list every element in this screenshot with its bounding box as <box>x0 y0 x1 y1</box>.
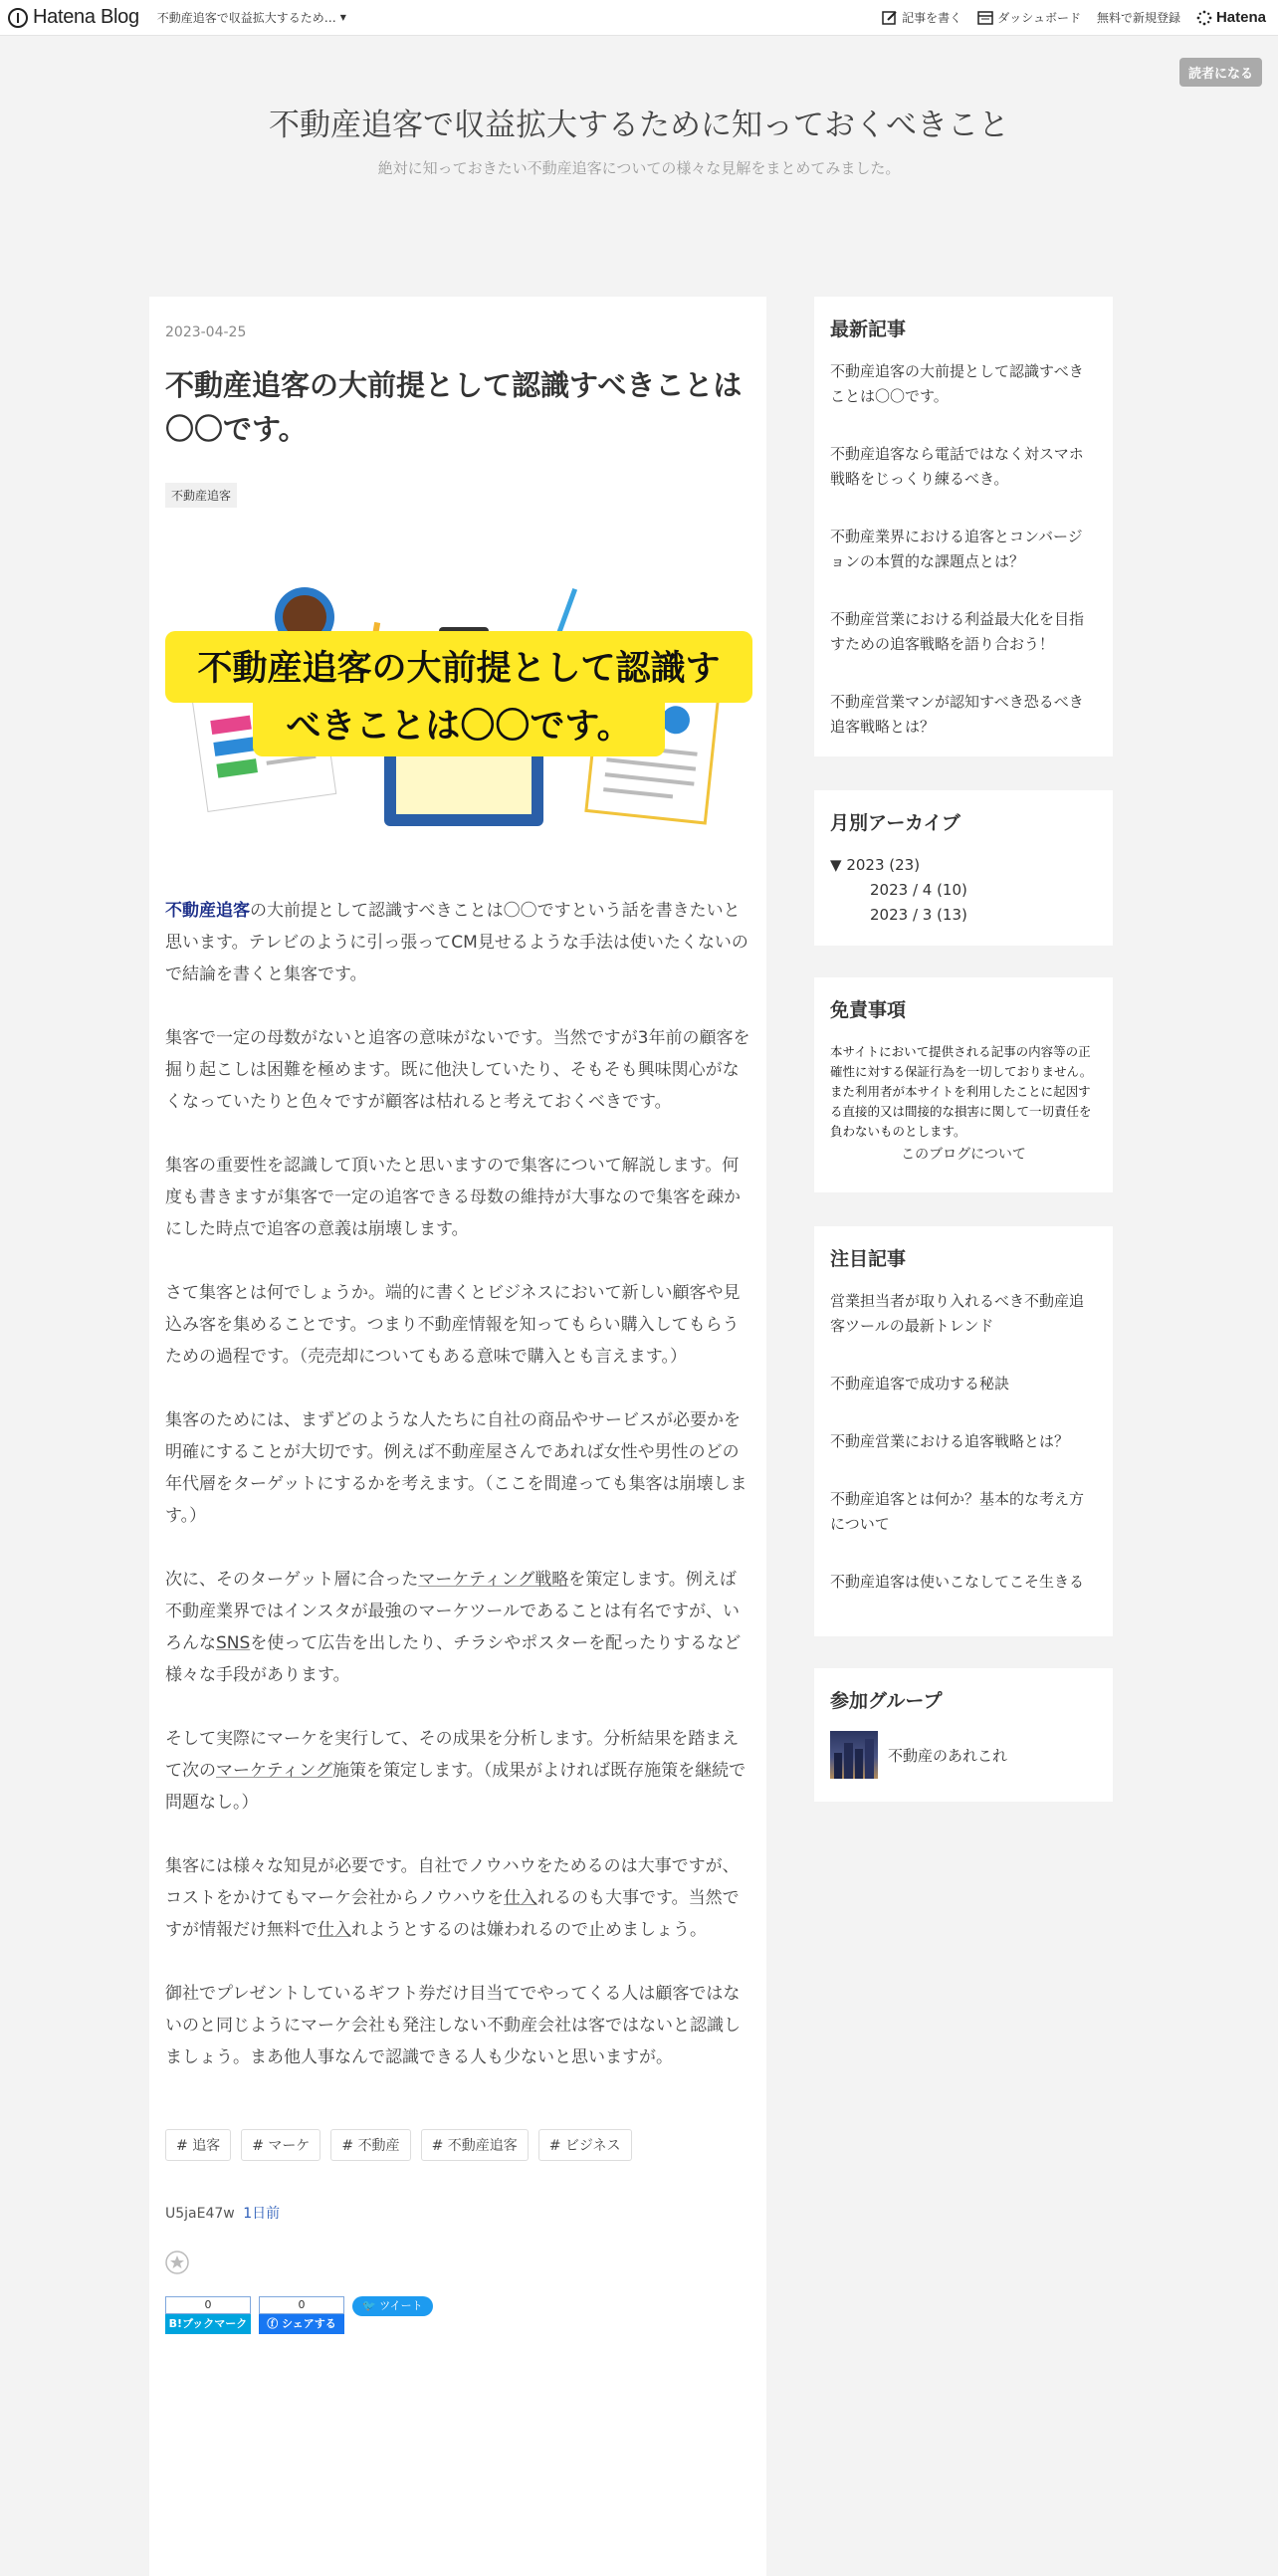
tag-list <box>165 2129 751 2161</box>
write-entry-label: 記事を書く <box>902 11 962 25</box>
share-buttons <box>165 2296 751 2334</box>
tweet-label: ツイート <box>379 2299 423 2312</box>
paragraph-6 <box>165 1564 751 1691</box>
caret-down-icon: ▼ <box>339 13 346 22</box>
paragraph-4: さて集客とは何でしょうか。端的に書くとビジネスにおいて新しい顧客や見込み客を集めることです。つまり不動産情報を知ってもらい購入してもらうための過程です。（売売却についてもある意味で購入とも言えます。） <box>165 1283 741 1367</box>
hatena-label: Hatena <box>1215 9 1266 26</box>
eyecatch-image <box>165 567 752 831</box>
archive-year[interactable] <box>830 853 1097 878</box>
author-name[interactable]: U5jaE47w <box>165 2206 235 2222</box>
dashboard-label: ダッシュボード <box>997 11 1081 25</box>
module-disclaimer <box>814 977 1113 1192</box>
module-heading: 免責事項 <box>830 999 907 1021</box>
hatena-blog-logo[interactable] <box>8 6 139 29</box>
tweet-button[interactable] <box>352 2296 433 2316</box>
eyecatch-illustration <box>165 567 752 831</box>
module-groups <box>814 1668 1113 1802</box>
about-blog-link[interactable]: このブログについて <box>901 1147 1026 1163</box>
module-heading: 最新記事 <box>830 319 907 340</box>
module-heading: 月別アーカイブ <box>830 812 960 834</box>
hatena-dots-icon <box>1196 10 1212 26</box>
tag-link[interactable]: # マーケ <box>241 2129 320 2161</box>
signup-link[interactable] <box>1097 9 1180 26</box>
tag-link[interactable]: # 不動産追客 <box>421 2129 529 2161</box>
tag-label: マーケ <box>268 2138 311 2154</box>
facebook-share-text: シェアする <box>282 2317 336 2330</box>
module-heading: 注目記事 <box>830 1248 907 1270</box>
dashboard-icon <box>977 10 993 26</box>
triangle-down-icon: ▼ <box>830 856 842 874</box>
pencil-icon <box>882 10 898 26</box>
paragraph-9: 御社でプレゼントしているギフト券だけ目当てでやってくる人は顧客ではないのと同じようにマーケ会社も発注しない不動産会社は客ではないと認識しましょう。まあ他人事なんで認識できる人も少ないと思いますが。 <box>165 1984 741 2067</box>
tag-link[interactable]: # 不動産 <box>330 2129 410 2161</box>
recent-entry-link[interactable]: 不動産追客の大前提として認識すべきことは〇〇です。 <box>830 362 1084 405</box>
keyword-link[interactable]: マーケティング <box>216 1761 332 1781</box>
category-badge[interactable]: 不動産追客 <box>165 483 237 508</box>
paragraph-text: れようとするのは嫌われるので止めましょう。 <box>351 1920 707 1940</box>
facebook-count: 0 <box>259 2296 344 2314</box>
paragraph-5: 集客のためには、まずどのような人たちに自社の商品やサービスが必要かを明確にすることが大切です。例えば不動産屋さんであれば女性や男性のどの年代層をターゲットにするかを考えます。（ここを間違っても集客は崩壊します。） <box>165 1410 747 1526</box>
tag-label: 不動産追客 <box>447 2138 518 2154</box>
star-icon <box>165 2251 189 2274</box>
module-recent-entries <box>814 297 1113 756</box>
paragraph-text: を策定します。例えば不動産業界ではインスタが最強のマーケツールであることは有名ですが、いろんな <box>165 1570 740 1653</box>
bookmark-count: 0 <box>165 2296 251 2314</box>
recent-entry-link[interactable]: 不動産追客なら電話ではなく対スマホ戦略をじっくり練るべき。 <box>830 445 1084 488</box>
module-heading: 参加グループ <box>830 1690 943 1712</box>
archive-year-label: 2023 (23) <box>846 856 921 874</box>
entry-date[interactable]: 2023-04-25 <box>165 324 247 340</box>
disclaimer-text: 本サイトにおいて提供される記事の内容等の正確性に対する保証行為を一切しておりません。また利用者が本サイトを利用したことに起因する直接的又は間接的な損害に関して一切責任を負わないものとします。 <box>830 1044 1093 1139</box>
paragraph-7 <box>165 1723 751 1819</box>
group-link[interactable] <box>830 1731 1097 1779</box>
subscribe-button[interactable]: 読者になる <box>1179 58 1262 87</box>
paragraph-text: そして実際にマーケを実行して、その成果を分析します。分析結果を踏まえて次の <box>165 1729 740 1781</box>
tag-link[interactable]: # 追客 <box>165 2129 231 2161</box>
paragraph-text: の大前提として認識すべきことは〇〇ですという話を書きたいと思います。テレビのように引っ張ってCM見せるような手法は使いたくないので結論を書くと集客です。 <box>165 901 748 984</box>
featured-entry-link[interactable]: 不動産追客で成功する秘訣 <box>830 1375 1010 1393</box>
logo-text: Hatena Blog <box>33 6 139 28</box>
featured-entry-link[interactable]: 不動産営業における追客戦略とは？ <box>830 1432 1070 1450</box>
featured-entry-link[interactable]: 営業担当者が取り入れるべき不動産追客ツールの最新トレンド <box>830 1292 1085 1335</box>
entry-content <box>165 895 751 2073</box>
blog-title[interactable]: 不動産追客で収益拡大するために知っておくべきこと <box>269 107 1009 143</box>
group-name: 不動産のあれこれ <box>888 1746 1008 1765</box>
module-archive <box>814 790 1113 946</box>
tag-label: 不動産 <box>357 2138 400 2154</box>
blog-description: 絶対に知っておきたい不動産追客についての様々な見解をまとめてみました。 <box>377 159 901 177</box>
paragraph-2: 集客で一定の母数がないと追客の意味がないです。当然ですが3年前の顧客を掘り起こしは困難を極めます。既に他決していたり、そもそも興味関心がなくなっていたりと色々ですが顧客は枯れると考えておくべきです。 <box>165 1028 750 1112</box>
add-star-button[interactable] <box>165 2251 189 2274</box>
featured-entry-link[interactable]: 不動産追客は使いこなしてこそ生きる <box>830 1573 1085 1591</box>
keyword-link[interactable]: 不動産追客 <box>165 901 250 921</box>
keyword-link[interactable]: SNS <box>216 1633 251 1653</box>
keyword-link[interactable]: 仕入 <box>504 1888 537 1908</box>
archive-month-link[interactable]: 2023 / 4 (10) <box>870 881 967 899</box>
article <box>149 297 766 2576</box>
eyecatch-text-line1: 不動産追客の大前提として認識す <box>197 649 721 689</box>
blog-switcher[interactable] <box>157 9 346 26</box>
keyword-link[interactable]: 仕入 <box>318 1920 351 1940</box>
blog-switcher-label: 不動産追客で収益拡大するため… <box>156 11 336 25</box>
paragraph-text: 施策を策定します。（成果がよければ既存施策を継続で問題なし。） <box>165 1761 746 1813</box>
group-thumbnail <box>830 1731 878 1779</box>
signup-label: 無料で新規登録 <box>1096 11 1180 25</box>
city-buildings-icon <box>830 1731 878 1779</box>
module-featured-entries <box>814 1226 1113 1636</box>
tag-link[interactable]: # ビジネス <box>538 2129 632 2161</box>
archive-list <box>830 853 1097 928</box>
facebook-share-button[interactable] <box>259 2296 344 2334</box>
write-entry-button[interactable] <box>882 9 961 26</box>
recent-entry-link[interactable]: 不動産営業における利益最大化を目指すための追客戦略を語り合おう！ <box>830 610 1085 653</box>
entry-footer-meta <box>165 2203 751 2223</box>
paragraph-1 <box>165 895 751 990</box>
tag-label: 追客 <box>192 2138 221 2154</box>
tag-label: ビジネス <box>564 2138 621 2154</box>
featured-entry-link[interactable]: 不動産追客とは何か？基本的な考え方について <box>830 1490 1085 1533</box>
dashboard-button[interactable] <box>977 9 1081 26</box>
hatena-bookmark-button[interactable] <box>165 2296 251 2334</box>
facebook-share-label: ⓕ シェアする <box>259 2314 344 2334</box>
paragraph-3: 集客の重要性を認識して頂いたと思いますので集客について解説します。何度も書きますが集客で一定の追客できる母数の維持が大事なので集客を疎かにした時点で追客の意義は崩壊します。 <box>165 1156 741 1239</box>
paragraph-text: 集客には様々な知見が必要です。自社でノウハウをためるのは大事ですが、コストをかけてもマーケ会社からノウハウを <box>165 1856 740 1908</box>
hatena-blog-logo-icon <box>8 8 28 28</box>
recent-entry-link[interactable]: 不動産業界における追客とコンバージョンの本質的な課題点とは？ <box>830 528 1083 570</box>
eyecatch-text-line2: べきことは〇〇です。 <box>286 707 632 747</box>
recent-entry-link[interactable]: 不動産営業マンが認知すべき恐るべき追客戦略とは？ <box>830 693 1084 736</box>
paragraph-8 <box>165 1850 751 1946</box>
archive-month-link[interactable]: 2023 / 3 (13) <box>870 906 967 924</box>
paragraph-text: れるのも大事です。当然ですが情報だけ無料で <box>165 1888 740 1940</box>
twitter-bird-icon: 🐦 <box>362 2299 376 2312</box>
entry-time-link[interactable]: 1日前 <box>243 2206 281 2222</box>
keyword-link[interactable]: マーケティング戦略 <box>418 1570 569 1590</box>
entry-title[interactable]: 不動産追客の大前提として認識すべきことは〇〇です。 <box>165 368 743 446</box>
hatena-logo[interactable] <box>1196 9 1266 26</box>
bookmark-label: B!ブックマーク <box>165 2314 251 2334</box>
paragraph-text: を使って広告を出したり、チラシやポスターを配ったりするなど様々な手段があります。 <box>165 1633 742 1685</box>
paragraph-text: 次に、そのターゲット層に合った <box>165 1570 419 1590</box>
global-header <box>0 0 1278 36</box>
